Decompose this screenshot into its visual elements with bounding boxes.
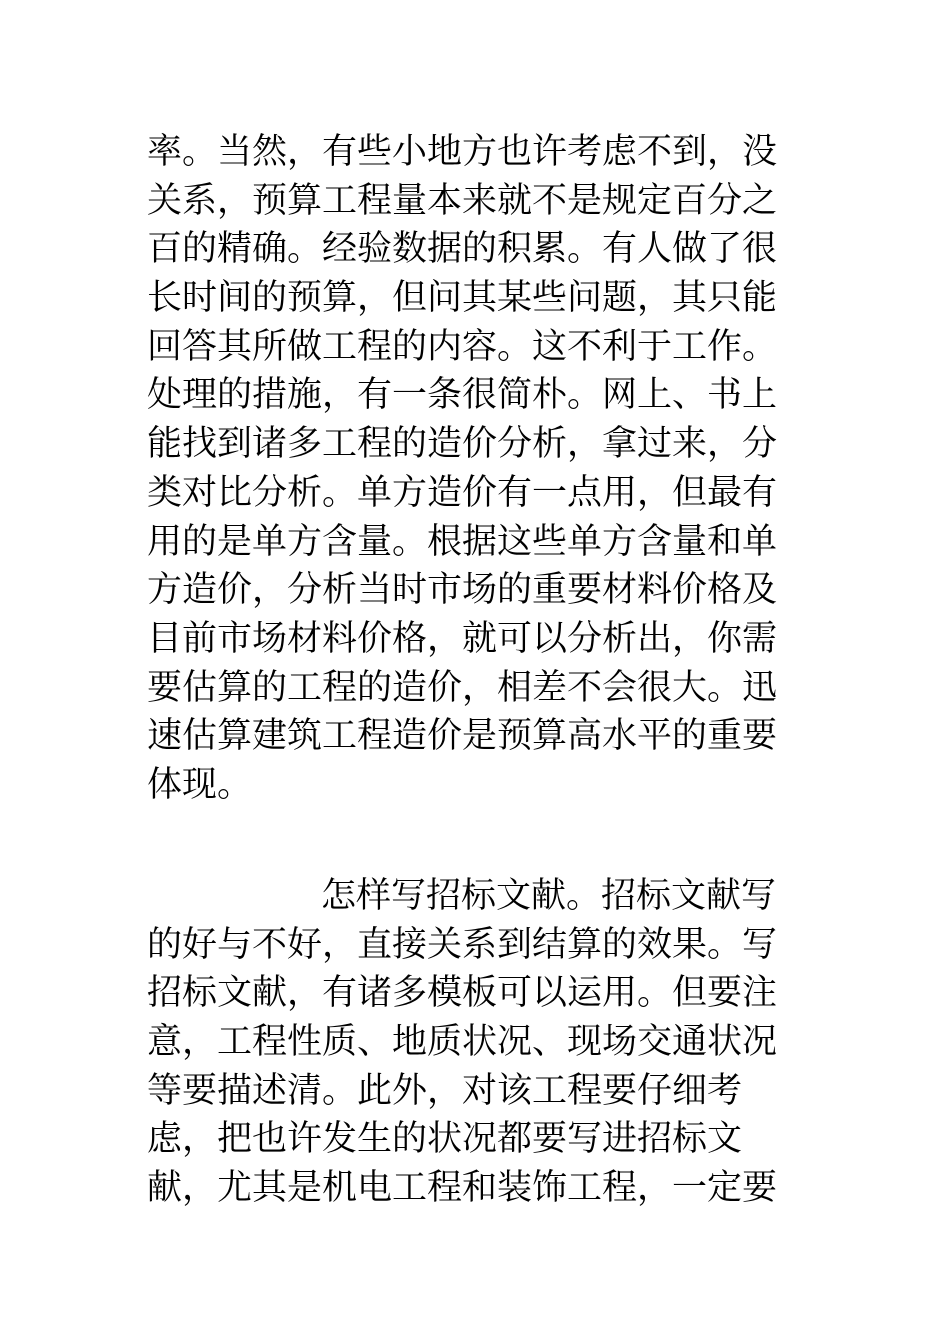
text-line: 虑，把也许发生的状况都要写进招标文: [147, 1119, 743, 1160]
text-line: 的好与不好，直接关系到结算的效果。写: [147, 924, 778, 965]
text-line: 意，工程性质、地质状况、现场交通状况: [147, 1022, 778, 1063]
text-line: 用的是单方含量。根据这些单方含量和单: [147, 521, 778, 562]
paragraph-estimation: [147, 128, 787, 810]
text-line: 要估算的工程的造价，相差不会很大。迅: [147, 667, 778, 708]
text-line: 等要描述清。此外，对该工程要仔细考: [147, 1070, 743, 1111]
text-line: 方造价，分析当时市场的重要材料价格及: [147, 570, 778, 611]
text-line: 类对比分析。单方造价有一点用，但最有: [147, 472, 778, 513]
text-line: 招标文献，有诸多模板可以运用。但要注: [147, 973, 778, 1014]
text-line: 长时间的预算，但问其某些问题，其只能: [147, 278, 778, 319]
text-line: 回答其所做工程的内容。这不利于工作。: [147, 326, 778, 367]
text-line: 关系，预算工程量本来就不是规定百分之: [147, 180, 778, 221]
text-line: 目前市场材料价格，就可以分析出，你需: [147, 618, 778, 659]
text-line: 献，尤其是机电工程和装饰工程，一定要: [147, 1168, 778, 1209]
text-line: 能找到诸多工程的造价分析，拿过来，分: [147, 424, 778, 465]
text-line: 率。当然，有些小地方也许考虑不到，没: [147, 132, 778, 172]
text-line: 百的精确。经验数据的积累。有人做了很: [147, 229, 778, 270]
text-line-indented: 怎样写招标文献。招标文献写: [321, 876, 777, 916]
text-line: 体现。: [147, 764, 253, 805]
text-line: 速估算建筑工程造价是预算高水平的重要: [147, 716, 778, 757]
text-line: 处理的措施，有一条很简朴。网上、书上: [147, 375, 778, 416]
paragraph-tender-documents: [147, 872, 787, 1213]
